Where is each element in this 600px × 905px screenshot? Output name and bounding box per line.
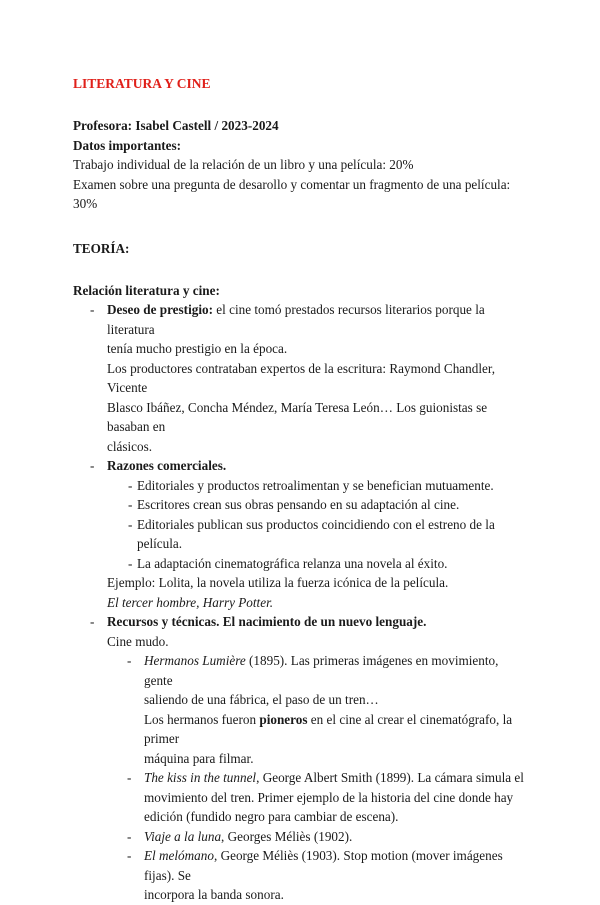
section-recursos (90, 612, 530, 651)
section-prestigio (90, 300, 530, 456)
theory-content (90, 300, 530, 905)
film-title: El melómano (144, 848, 214, 863)
paragraph-text: , George Albert Smith (1899). La cámara simula el (256, 770, 524, 785)
paragraph-text: el cine tomó prestados recursos literarios porque la literatura (107, 302, 485, 337)
dash-bullet: - (90, 302, 95, 317)
paragraph-text: Los productores contrataban expertos de la escritura: Raymond Chandler, Vicente (107, 360, 496, 395)
paragraph-text: movimiento del tren. Primer ejemplo de la historia del cine donde hay (144, 789, 514, 805)
grading-line-2: Examen sobre una pregunta de desarollo y comentar un fragmento de una película: (73, 176, 511, 192)
paragraph-text: clásicos. (107, 438, 153, 454)
paragraph-text: , Georges Méliès (1902). (221, 828, 353, 844)
paragraph-text: incorpora la banda sonora. (144, 887, 284, 902)
dash-bullet: - (127, 828, 132, 844)
document-title: LITERATURA Y CINE (73, 76, 211, 91)
film-title: The kiss in the tunnel (144, 770, 257, 785)
dash-bullet: - (127, 770, 132, 785)
example-block (90, 573, 530, 612)
film-title: Viaje a la luna (144, 828, 222, 844)
film-title: Hermanos Lumière (144, 653, 246, 668)
list-item-text: Escritores crean sus obras pensando en su adaptación al cine. (137, 497, 460, 512)
list-item (90, 515, 530, 554)
section-heading: Recursos y técnicas. El nacimiento de un nuevo lenguaje. (107, 614, 427, 629)
example-italic: El tercer hombre, Harry Potter. (107, 594, 274, 610)
emphasis-text: pioneros (259, 711, 308, 727)
dash-bullet: - (128, 497, 133, 512)
example-text: Ejemplo: Lolita, la novela utiliza la fuerza icónica de la película. (107, 575, 449, 590)
list-item (127, 768, 530, 827)
section-comerciales (90, 456, 530, 476)
teacher-line: Profesora: Isabel Castell / 2023-2024 (73, 118, 279, 133)
list-item-text (144, 846, 530, 885)
silent-film-label: Cine mudo. (107, 633, 169, 649)
list-item (90, 554, 530, 574)
list-item-text: Editoriales publican sus productos coincidiendo con el estreno de la película. (137, 516, 495, 551)
theory-heading: TEORÍA: (73, 241, 130, 256)
list-item (90, 476, 530, 496)
important-heading: Datos importantes: (73, 137, 182, 153)
paragraph-text: Los hermanos fueron (144, 711, 260, 727)
dash-bullet: - (90, 614, 95, 629)
list-item-text (144, 827, 530, 847)
list-item-text (144, 651, 530, 690)
paragraph-text: tenía mucho prestigio en la época. (107, 341, 288, 356)
dash-bullet: - (128, 516, 133, 532)
dash-bullet: - (127, 653, 132, 668)
grading-line-2b: 30% (73, 196, 98, 211)
section-heading: Deseo de prestigio: (107, 302, 213, 317)
dash-bullet: - (128, 555, 133, 571)
paragraph-text: edición (fundido negro para cambiar de escena). (144, 809, 399, 824)
paragraph-text: Blasco Ibáñez, Concha Méndez, María Teresa León… Los guionistas se basaban en (107, 399, 488, 434)
paragraph-text: , George Méliès (1903). Stop motion (mover imágenes fijas). Se (144, 848, 503, 883)
paragraph-text: en el cine al crear el cinematógrafo, la primer (144, 711, 513, 746)
list-item (90, 495, 530, 515)
section-text (107, 300, 530, 339)
list-item-text: Editoriales y productos retroalimentan y se benefician mutuamente. (137, 477, 494, 493)
relation-heading: Relación literatura y cine: (73, 283, 220, 298)
dash-bullet: - (128, 477, 133, 493)
paragraph-text: saliendo de una fábrica, el paso de un tren… (144, 692, 379, 707)
dash-bullet: - (90, 458, 95, 473)
list-item (127, 827, 530, 847)
paragraph-text: (1895). Las primeras imágenes en movimiento, gente (144, 653, 499, 688)
section-heading: Razones comerciales. (107, 458, 227, 473)
list-item-text: La adaptación cinematográfica relanza una novela al éxito. (137, 555, 448, 571)
course-info (73, 116, 543, 214)
paragraph-text: máquina para filmar. (144, 750, 254, 766)
dash-bullet: - (127, 848, 132, 863)
list-item-text (144, 768, 530, 788)
list-item-text (144, 710, 530, 749)
list-item (127, 651, 530, 768)
list-item (127, 846, 530, 905)
grading-line-1: Trabajo individual de la relación de un libro y una película: 20% (73, 157, 414, 172)
